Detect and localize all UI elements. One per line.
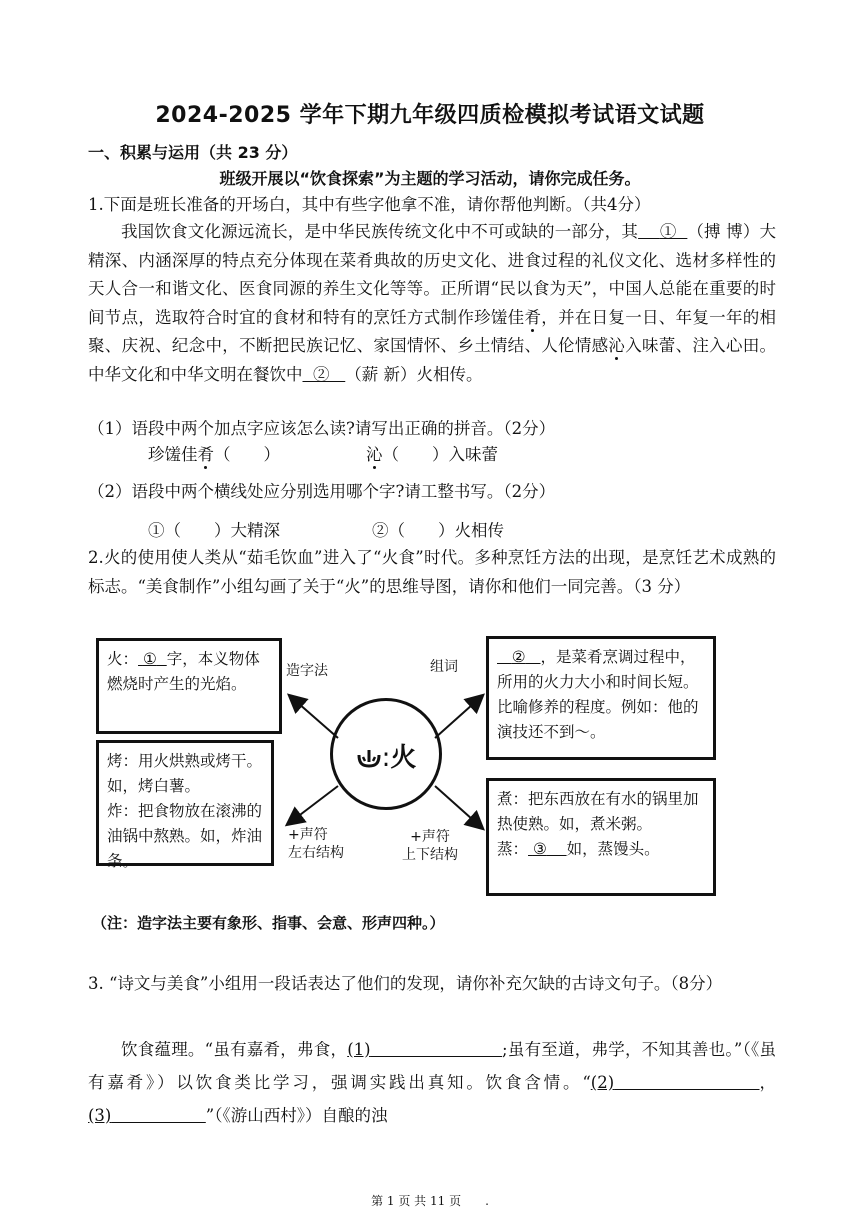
q3-blank-3: (3) (88, 1106, 112, 1125)
exam-title: 2024-2025 学年下期九年级四质检模拟考试语文试题 (155, 103, 705, 128)
q1-sub2-b: ②（ ）火相传 (372, 521, 504, 540)
dotted-char: 沁 (608, 336, 626, 355)
dotted-char: 沁 (366, 445, 383, 464)
q1-passage: 我国饮食文化源远流长，是中华民族传统文化中不可或缺的一部分，其 ① （搏 博）大精深、内涵深厚的特点充分体现在菜肴典故的历史文化、进食过程的礼仪文化、选材多样性的天人合一和谐文化、医食同源的养生文化等等。正所谓“民以食为天”，中国人总能在重要的时间节点，选取符合时宜的食材和特有的烹饪方式制作珍馐佳肴，并在日复一日、年复一年的相聚、庆祝、纪念中，不断把民族记忆、家国情怀、乡土情结、人伦情感沁入味蕾、注入心田。中华文化和中华文明在餐饮中 ② （薪 新）火相传。 (88, 222, 777, 384)
q1-sub1-a: 珍馐佳肴（ ） (148, 445, 280, 464)
q2-stem: 2.火的使用使人类从“茹毛饮血”进入了“火食”时代。多种烹饪方法的出现，是烹饪艺术成熟的标志。“美食制作”小组勾画了关于“火”的思维导图，请你和他们一同完善。（3 分） (88, 548, 776, 596)
q1-sub1-b: 沁（ ）入味蕾 (366, 445, 498, 464)
q1-blank-2: ② (313, 364, 330, 384)
q3-blank-2: (2) (590, 1073, 615, 1092)
q3-blank-1: (1) (347, 1040, 371, 1059)
mind-map-center: :火 (330, 698, 442, 810)
label-left-right: +声符 左右结构 (288, 827, 344, 861)
q3-passage: 饮食蕴理。“虽有嘉肴，弗食，(1) ;虽有至道，弗学，不知其善也。”（《虽有嘉肴》）以饮食类比学习，强调实践出真知。饮食含情。“(2) ，(3) ”（《游山西村》）自酿的浊 (88, 1040, 776, 1125)
fire-mind-map (90, 628, 730, 898)
center-character: 火 (390, 743, 417, 773)
mind-map-box-top-bottom: 煮：把东西放在有水的锅里加热使熟。如，煮米粥。 蒸： ③ 如，蒸馒头。 (486, 778, 716, 896)
page-footer: 第 1 页 共 11 页 . (371, 1194, 489, 1208)
label-word-forming: 组词 (430, 659, 458, 675)
q1-blank-1: ① (659, 222, 677, 241)
mind-map-box-origin: 火： ① 字，本义物体燃烧时产生的光焰。 (96, 638, 282, 734)
section-heading: 一、积累与运用（共 23 分） (88, 143, 298, 162)
q1-sub2-a: ①（ ）大精深 (148, 521, 280, 540)
dotted-char: 肴 (524, 307, 542, 327)
q2-note: （注：造字法主要有象形、指事、会意、形声四种。） (92, 914, 445, 932)
q3-stem: 3. “诗文与美食”小组用一段话表达了他们的发现，请你补充欠缺的古诗文句子。（8分） (88, 974, 723, 993)
mind-map-box-left-right: 烤：用火烘熟或烤干。如，烤白薯。 炸：把食物放在滚沸的油锅中熬熟。如，炸油条。 (96, 740, 274, 866)
mind-map-box-word: ② ，是菜肴烹调过程中，所用的火力大小和时间长短。比喻修养的程度。例如：他的演技还不到～。 (486, 636, 716, 760)
dotted-char: 肴 (197, 445, 214, 464)
activity-intro: 班级开展以“饮食探索”为主题的学习活动，请你完成任务。 (219, 169, 641, 188)
label-top-bottom: +声符 上下结构 (402, 829, 458, 863)
ancient-fire-glyph-icon (356, 747, 382, 769)
label-character-formation: 造字法 (286, 663, 328, 679)
q1-stem: 1.下面是班长准备的开场白，其中有些字他拿不准，请你帮他判断。（共4分） (88, 195, 651, 214)
q1-sub2: （2）语段中两个横线处应分别选用哪个字?请工整书写。（2分） (88, 482, 556, 501)
q1-sub1: （1）语段中两个加点字应该怎么读?请写出正确的拼音。（2分） (88, 419, 556, 438)
